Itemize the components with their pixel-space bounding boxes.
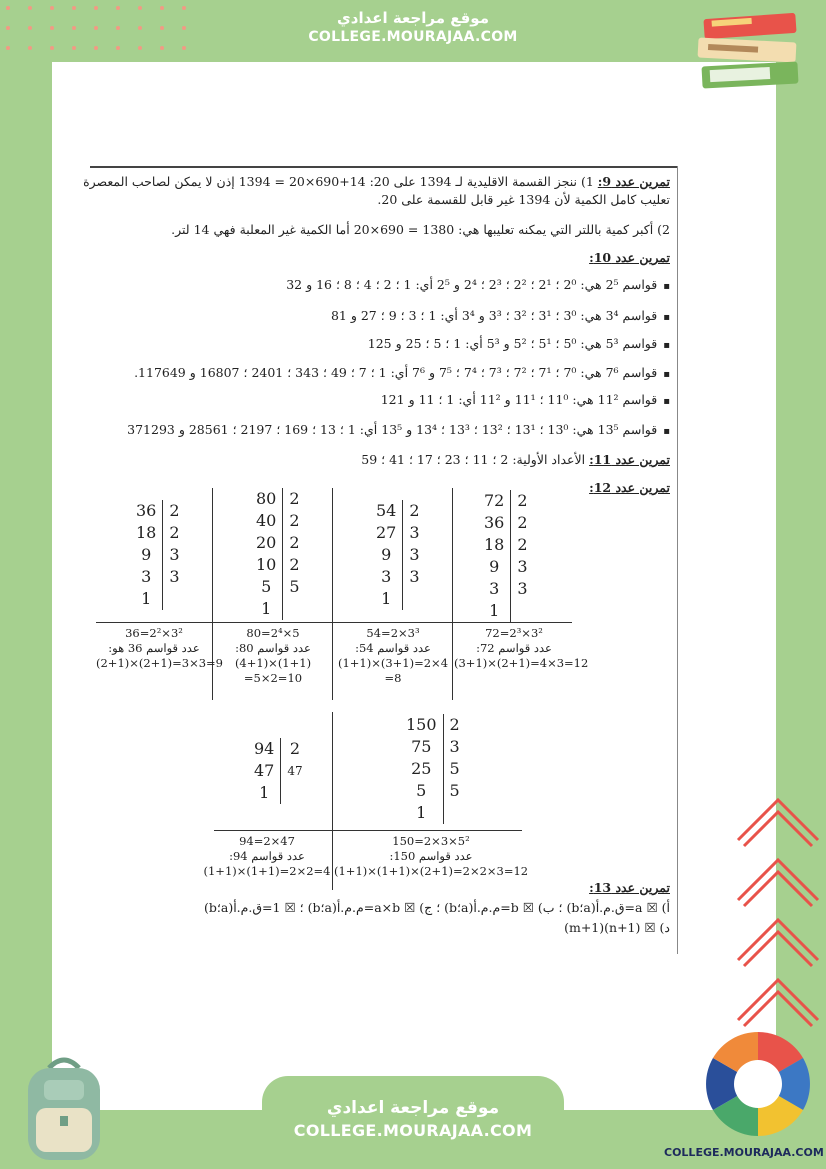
bottom-banner-url[interactable]: COLLEGE.MOURAJAA.COM xyxy=(293,1121,533,1140)
result-80: 80=2⁴×5 عدد قواسم 80: (4+1)×(1+1) =5×2=10 xyxy=(234,626,312,685)
ex13-line2: د) ☒ (n+1)(m+1) xyxy=(564,920,670,935)
result-94: 94=2×47 عدد قواسم 94: (1+1)×(1+1)=2×2=4 xyxy=(203,834,331,878)
top-rule xyxy=(90,166,678,168)
ex10-item: ▪ قواسم 7⁶ هي: 7⁰ ؛ 7¹ ؛ 7² ؛ 7³ ؛ 7⁴ ؛ 7⁵ و 7⁶ أي: 1 ؛ 7 ؛ 49 ؛ 343 ؛ 2401 ؛ 16807 و 117649. xyxy=(90,365,670,383)
ex10-item: ▪ قواسم 3⁴ هي: 3⁰ ؛ 3¹ ؛ 3² ؛ 3³ و 3⁴ أي: 1 ؛ 3 ؛ 9 ؛ 27 و 81 xyxy=(90,308,670,326)
factorization-36: 36 2 18 2 9 3 3 3 1 xyxy=(130,500,186,610)
exercise-document xyxy=(83,166,678,954)
ex10-item: ▪ قواسم 13⁵ هي: 13⁰ ؛ 13¹ ؛ 13² ؛ 13³ ؛ 13⁴ و 13⁵ أي: 1 ؛ 13 ؛ 169 ؛ 2197 ؛ 28561 و 371293 xyxy=(90,422,670,440)
ex11-line: تمرين عدد 11: الأعداد الأولية: 2 ؛ 11 ؛ 23 ؛ 17 ؛ 41 ؛ 59 xyxy=(361,452,670,467)
ex9-line1: تمرين عدد 9: 1) ننجز القسمة الاقليدية لـ 1394 على 20: 14+690×20 = 1394 إذن لا يمكن لصاحب المعصرة xyxy=(83,174,670,189)
grid-divider xyxy=(452,488,453,700)
ex13-title: تمرين عدد 13: xyxy=(589,880,670,895)
ex10-title: تمرين عدد 10: xyxy=(589,250,670,265)
bottom-banner-arabic: موقع مراجعة اعدادي xyxy=(326,1098,500,1118)
ex12-title: تمرين عدد 12: xyxy=(589,480,670,495)
bottom-banner[interactable] xyxy=(262,1076,564,1169)
chevron-up-decoration-icon xyxy=(730,790,826,1040)
grid-divider xyxy=(96,622,572,623)
result-150: 150=2×3×5² عدد قواسم 150: (1+1)×(1+1)×(2+1)=2×2×3=12 xyxy=(334,834,529,878)
factorization-80: 80 2 40 2 20 2 10 2 5 5 1 xyxy=(250,488,306,620)
ex9-line3: 2) أكبر كمية باللتر التي يمكنه تعليبها هي: 1380 = 690×20 أما الكمية غير المعلبة فهي 14 لتر. xyxy=(171,222,670,237)
factorization-150: 150 2 75 3 25 5 5 5 1 xyxy=(400,714,466,824)
factorization-54: 54 2 27 3 9 3 3 3 1 xyxy=(370,500,426,610)
result-36: 36=2²×3² عدد قواسم 36 هو: (2+1)×(2+1)=3×3=9 xyxy=(96,626,223,670)
backpack-icon xyxy=(14,1050,114,1165)
logo-caption: COLLEGE.MOURAJAA.COM xyxy=(664,1146,824,1159)
top-banner-url[interactable]: COLLEGE.MOURAJAA.COM xyxy=(308,29,518,45)
decorative-dots xyxy=(0,0,210,60)
factorization-72: 72 2 36 2 18 2 9 3 3 3 1 xyxy=(478,490,534,622)
top-banner[interactable] xyxy=(262,0,564,60)
ex10-item: ▪ قواسم 5³ هي: 5⁰ ؛ 5¹ ؛ 5² و 5³ أي: 1 ؛ 5 ؛ 25 و 125 xyxy=(90,336,670,354)
site-logo-icon xyxy=(696,1024,820,1148)
top-banner-arabic: موقع مراجعة اعدادي xyxy=(337,9,489,27)
grid-divider xyxy=(332,488,333,700)
result-54: 54=2×3³ عدد قواسم 54: (1+1)×(3+1)=2×4 =8 xyxy=(337,626,449,685)
factorization-94: 94 2 47 47 1 xyxy=(248,738,309,804)
ex9-line2: تعليب كامل الكمية لأن 1394 غير قابل للقسمة على 20. xyxy=(377,192,670,207)
ex10-item: ▪ قواسم 2⁵ هي: 2⁰ ؛ 2¹ ؛ 2² ؛ 2³ ؛ 2⁴ و 2⁵ أي: 1 ؛ 2 ؛ 4 ؛ 8 ؛ 16 و 32 xyxy=(90,277,670,295)
ex11-title: تمرين عدد 11: xyxy=(589,452,670,467)
page-edge-line xyxy=(677,166,678,954)
result-72: 72=2³×3² عدد قواسم 72: (3+1)×(2+1)=4×3=12 xyxy=(454,626,589,670)
grid-divider xyxy=(332,712,333,890)
grid-divider xyxy=(214,830,522,831)
ex13-line1: أ) ☒ a=ق.م.أ(a؛b) ؛ ب) ☒ b=م.م.أ(a؛b) ؛ ج) ☒ a×b=م.م.أ(a؛b) ؛ ☒ 1=ق.م.أ(a؛b) xyxy=(203,900,670,915)
ex10-item: ▪ قواسم 11² هي: 11⁰ ؛ 11¹ و 11² أي: 1 ؛ 11 و 121 xyxy=(90,392,670,410)
books-icon xyxy=(694,10,806,96)
ex9-title: تمرين عدد 9: xyxy=(597,174,670,189)
